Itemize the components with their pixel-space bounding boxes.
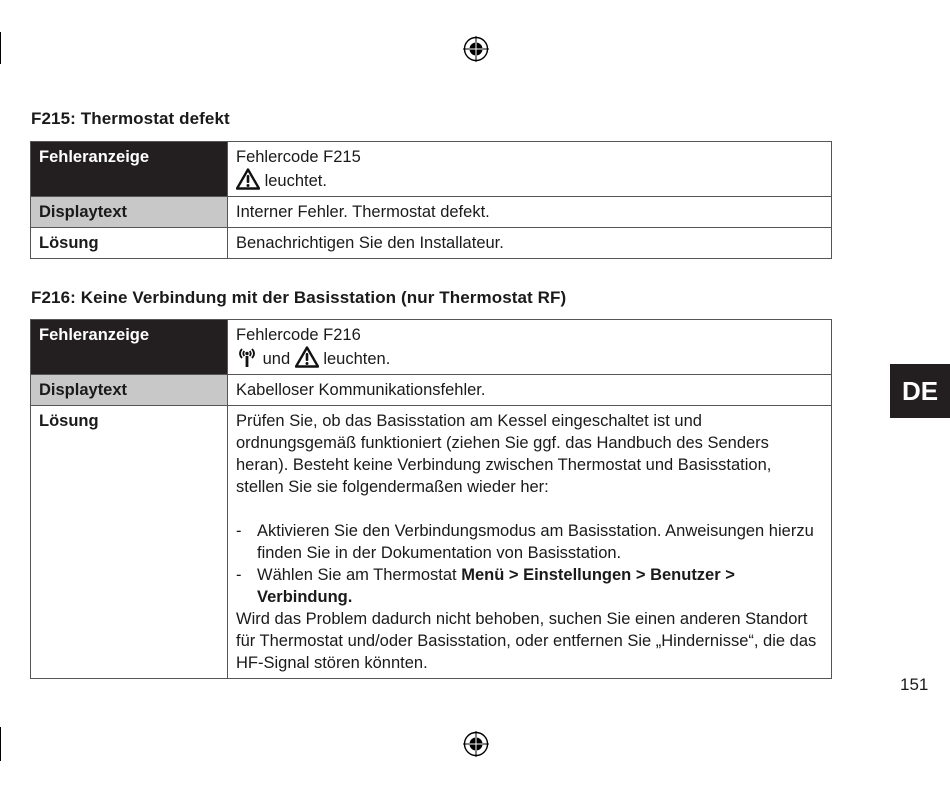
section-heading-f215: F215: Thermostat defekt (31, 109, 230, 128)
crop-mark-bottom-left (0, 727, 1, 761)
loesung-value (228, 406, 832, 679)
list-item (236, 564, 823, 608)
list-dash: - (236, 522, 242, 540)
row-label-fehleranzeige: Fehleranzeige (31, 320, 228, 375)
row-label-displaytext: Displaytext (31, 197, 228, 228)
table-row (31, 320, 832, 375)
row-label-loesung: Lösung (31, 406, 228, 679)
list-item (236, 520, 823, 564)
fehleranzeige-value (228, 320, 832, 375)
warning-triangle-icon (295, 346, 319, 368)
error-table-f215 (30, 141, 832, 259)
table-row (31, 228, 832, 259)
error-code-text: Fehlercode F216 (236, 326, 361, 344)
antenna-signal-icon (236, 346, 258, 368)
row-label-fehleranzeige: Fehleranzeige (31, 142, 228, 197)
loesung-outro: Wird das Problem dadurch nicht behoben, suchen Sie einen anderen Standort für Thermostat und/oder Basisstation, oder entfernen Sie „Hindernisse“, die das HF-Signal stören könnten. (236, 610, 817, 672)
registration-mark-icon (463, 731, 489, 757)
und-text: und (262, 350, 291, 368)
displaytext-value: Kabelloser Kommunikationsfehler. (228, 375, 832, 406)
section-heading-f216: F216: Keine Verbindung mit der Basisstation (nur Thermostat RF) (31, 288, 567, 307)
fehleranzeige-value (228, 142, 832, 197)
table-row (31, 375, 832, 406)
menu-path: Menü > Einstellungen > Benutzer > Verbindung. (257, 566, 735, 606)
displaytext-value: Interner Fehler. Thermostat defekt. (228, 197, 832, 228)
row-label-loesung: Lösung (31, 228, 228, 259)
indicator-text: leuchtet. (264, 172, 327, 190)
crop-mark-top-left (0, 32, 1, 64)
table-row (31, 406, 832, 679)
error-code-text: Fehlercode F215 (236, 148, 361, 166)
indicator-text: leuchten. (323, 350, 391, 368)
bullet-text: Aktivieren Sie den Verbindungsmodus am Basisstation. Anweisungen hierzu finden Sie in der Dokumentation von Basisstation. (257, 522, 814, 562)
language-tab: DE (890, 364, 950, 418)
list-dash: - (236, 566, 242, 584)
registration-mark-icon (463, 36, 489, 62)
loesung-intro: Prüfen Sie, ob das Basisstation am Kessel eingeschaltet ist und ordnungsgemäß funktioniert (ziehen Sie ggf. das Handbuch des Senders heran). Besteht keine Verbindung zwischen Thermostat und Basisstation, stellen Sie sie folgendermaßen wieder her: (236, 412, 772, 496)
loesung-value: Benachrichtigen Sie den Installateur. (228, 228, 832, 259)
table-row (31, 142, 832, 197)
row-label-displaytext: Displaytext (31, 375, 228, 406)
page-number: 151 (900, 675, 929, 694)
bullet-text: Wählen Sie am Thermostat (257, 566, 462, 584)
table-row (31, 197, 832, 228)
error-table-f216 (30, 319, 832, 679)
warning-triangle-icon (236, 168, 260, 190)
